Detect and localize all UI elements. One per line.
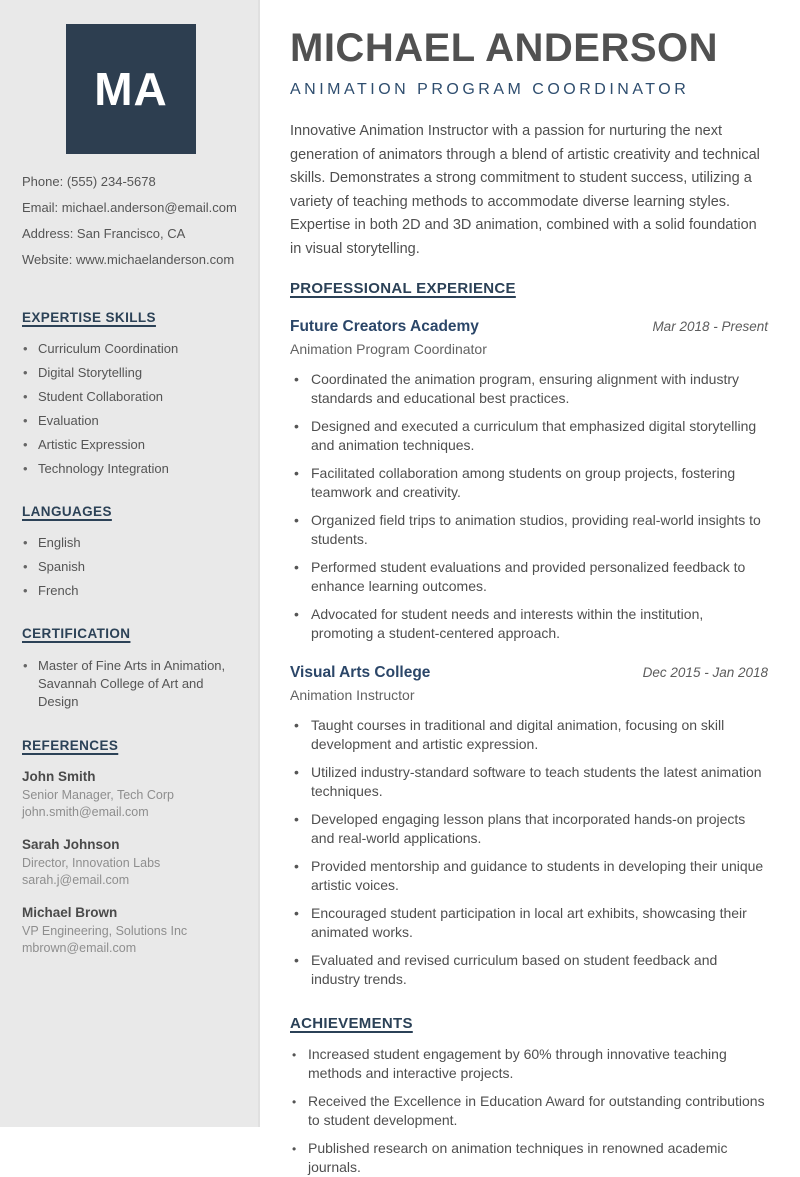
- job-bullet-text: Coordinated the animation program, ensuring alignment with industry standards and educational best practices.: [311, 371, 740, 406]
- bullet-icon: •: [294, 952, 299, 968]
- profile-summary: Innovative Animation Instructor with a passion for nurturing the next generation of animators through a blend of artistic creativity and technical skills. Demonstrates a strong commitment to student success, utilizing a variety of teaching methods to accommodate diverse learning styles. Expertise in both 2D and 3D animation, combined with a solid foundation in visual storytelling.: [290, 123, 760, 257]
- job-bullet: [290, 951, 768, 989]
- job-dates: Mar 2018 - Present: [652, 319, 768, 334]
- certification-list: [22, 657, 240, 711]
- contact-address: Address: San Francisco, CA: [22, 226, 186, 241]
- job-bullet-list: [290, 716, 768, 989]
- certification-section-title: CERTIFICATION: [22, 626, 131, 641]
- skill-item: [22, 389, 240, 405]
- job-header: [290, 318, 768, 336]
- bullet-icon: •: [292, 1095, 297, 1109]
- skills-list: [22, 341, 240, 477]
- language-label: French: [38, 583, 79, 598]
- reference-email: sarah.j@email.com: [22, 873, 130, 887]
- bullet-icon: •: [294, 465, 299, 481]
- bullet-icon: •: [23, 413, 28, 428]
- job-bullet-text: Organized field trips to animation studios, providing real-world insights to students.: [311, 512, 761, 547]
- reference-email: mbrown@email.com: [22, 941, 137, 955]
- job-bullet-text: Evaluated and revised curriculum based on student feedback and industry trends.: [311, 952, 718, 987]
- language-label: Spanish: [38, 559, 85, 574]
- references-section-title: REFERENCES: [22, 738, 119, 753]
- language-item: [22, 559, 240, 575]
- bullet-icon: •: [23, 389, 28, 404]
- language-item: [22, 583, 240, 599]
- job-bullet: [290, 716, 768, 754]
- reference-role: Director, Innovation Labs: [22, 856, 161, 870]
- sidebar: [0, 0, 260, 1127]
- bullet-icon: •: [292, 1048, 297, 1062]
- languages-list: [22, 535, 240, 599]
- job-bullet-list: [290, 370, 768, 643]
- references-section: [22, 738, 240, 957]
- language-item: [22, 535, 240, 551]
- contact-website: Website: www.michaelanderson.com: [22, 252, 235, 267]
- page-title: MICHAEL ANDERSON: [290, 26, 719, 70]
- skills-section: [22, 310, 240, 477]
- reference-name: John Smith: [22, 769, 96, 784]
- reference-person: [22, 768, 240, 821]
- contact-info: [22, 174, 240, 268]
- skill-item: [22, 437, 240, 453]
- job-entry: [290, 664, 768, 989]
- bullet-icon: •: [294, 905, 299, 921]
- job-header: [290, 664, 768, 682]
- certification-label: Master of Fine Arts in Animation, Savannah College of Art and Design: [38, 658, 226, 709]
- job-role: Animation Program Coordinator: [290, 341, 487, 357]
- certification-item: [22, 657, 227, 711]
- achievement-item: [290, 1092, 768, 1130]
- experience-section-title: PROFESSIONAL EXPERIENCE: [290, 280, 516, 297]
- achievement-text: Received the Excellence in Education Award for outstanding contributions to student development.: [308, 1093, 765, 1128]
- skill-item: [22, 341, 240, 357]
- job-entry: [290, 318, 768, 643]
- job-bullet: [290, 763, 768, 801]
- reference-name: Michael Brown: [22, 905, 118, 920]
- skill-label: Artistic Expression: [38, 437, 145, 452]
- company-name: Future Creators Academy: [290, 318, 479, 335]
- bullet-icon: •: [23, 437, 28, 452]
- bullet-icon: •: [294, 512, 299, 528]
- language-label: English: [38, 535, 81, 550]
- monogram-initials: MA: [94, 63, 168, 115]
- reference-role: Senior Manager, Tech Corp: [22, 788, 174, 802]
- contact-email: Email: michael.anderson@email.com: [22, 200, 237, 215]
- bullet-icon: •: [23, 365, 28, 380]
- bullet-icon: •: [23, 658, 28, 673]
- bullet-icon: •: [294, 559, 299, 575]
- bullet-icon: •: [294, 717, 299, 733]
- bullet-icon: •: [23, 559, 28, 574]
- achievement-text: Published research on animation techniques in renowned academic journals.: [308, 1140, 728, 1175]
- skill-label: Evaluation: [38, 413, 99, 428]
- monogram-avatar: [66, 24, 196, 154]
- job-bullet-text: Utilized industry-standard software to teach students the latest animation techniques.: [311, 764, 762, 799]
- skill-item: [22, 461, 240, 477]
- reference-name: Sarah Johnson: [22, 837, 120, 852]
- skills-section-title: EXPERTISE SKILLS: [22, 310, 156, 325]
- skill-item: [22, 413, 240, 429]
- reference-person: [22, 904, 240, 957]
- job-dates: Dec 2015 - Jan 2018: [642, 665, 768, 680]
- achievements-list: [290, 1045, 768, 1177]
- job-bullet: [290, 558, 768, 596]
- bullet-icon: •: [294, 764, 299, 780]
- bullet-icon: •: [23, 461, 28, 476]
- bullet-icon: •: [23, 583, 28, 598]
- job-bullet: [290, 511, 768, 549]
- job-bullet-text: Developed engaging lesson plans that incorporated hands-on projects and real-world applications.: [311, 811, 746, 846]
- company-name: Visual Arts College: [290, 664, 431, 681]
- achievement-item: [290, 1045, 768, 1083]
- bullet-icon: •: [294, 858, 299, 874]
- headline-role: ANIMATION PROGRAM COORDINATOR: [290, 81, 690, 98]
- bullet-icon: •: [292, 1142, 297, 1156]
- job-bullet-text: Performed student evaluations and provided personalized feedback to enhance learning outcomes.: [311, 559, 746, 594]
- job-bullet: [290, 857, 768, 895]
- bullet-icon: •: [294, 811, 299, 827]
- main-content: [260, 0, 800, 1175]
- languages-section-title: LANGUAGES: [22, 504, 112, 519]
- job-bullet-text: Encouraged student participation in local art exhibits, showcasing their animated works.: [311, 905, 747, 940]
- job-bullet: [290, 464, 768, 502]
- certification-section: [22, 626, 240, 711]
- reference-person: [22, 836, 240, 889]
- job-bullet: [290, 417, 768, 455]
- reference-role: VP Engineering, Solutions Inc: [22, 924, 188, 938]
- job-role: Animation Instructor: [290, 687, 415, 703]
- job-bullet: [290, 370, 768, 408]
- achievement-item: [290, 1139, 768, 1177]
- job-bullet-text: Facilitated collaboration among students on group projects, fostering teamwork and creativity.: [311, 465, 736, 500]
- bullet-icon: •: [23, 535, 28, 550]
- job-bullet: [290, 810, 768, 848]
- job-bullet-text: Advocated for student needs and interests within the institution, promoting a student-centered approach.: [311, 606, 704, 641]
- job-bullet: [290, 904, 768, 942]
- reference-email: john.smith@email.com: [22, 805, 149, 819]
- languages-section: [22, 504, 240, 599]
- contact-phone: Phone: (555) 234-5678: [22, 174, 156, 189]
- bullet-icon: •: [294, 606, 299, 622]
- job-bullet-text: Provided mentorship and guidance to students in developing their unique artistic voices.: [311, 858, 764, 893]
- job-bullet-text: Designed and executed a curriculum that emphasized digital storytelling and animation techniques.: [311, 418, 757, 453]
- skill-label: Student Collaboration: [38, 389, 164, 404]
- achievement-text: Increased student engagement by 60% through innovative teaching methods and interactive projects.: [308, 1046, 727, 1081]
- skill-item: [22, 365, 240, 381]
- job-bullet: [290, 605, 768, 643]
- bullet-icon: •: [294, 371, 299, 387]
- achievements-section-title: ACHIEVEMENTS: [290, 1015, 413, 1032]
- skill-label: Digital Storytelling: [38, 365, 143, 380]
- bullet-icon: •: [294, 418, 299, 434]
- skill-label: Technology Integration: [38, 461, 169, 476]
- skill-label: Curriculum Coordination: [38, 341, 179, 356]
- bullet-icon: •: [23, 341, 28, 356]
- job-bullet-text: Taught courses in traditional and digital animation, focusing on skill development and artistic expression.: [311, 717, 725, 752]
